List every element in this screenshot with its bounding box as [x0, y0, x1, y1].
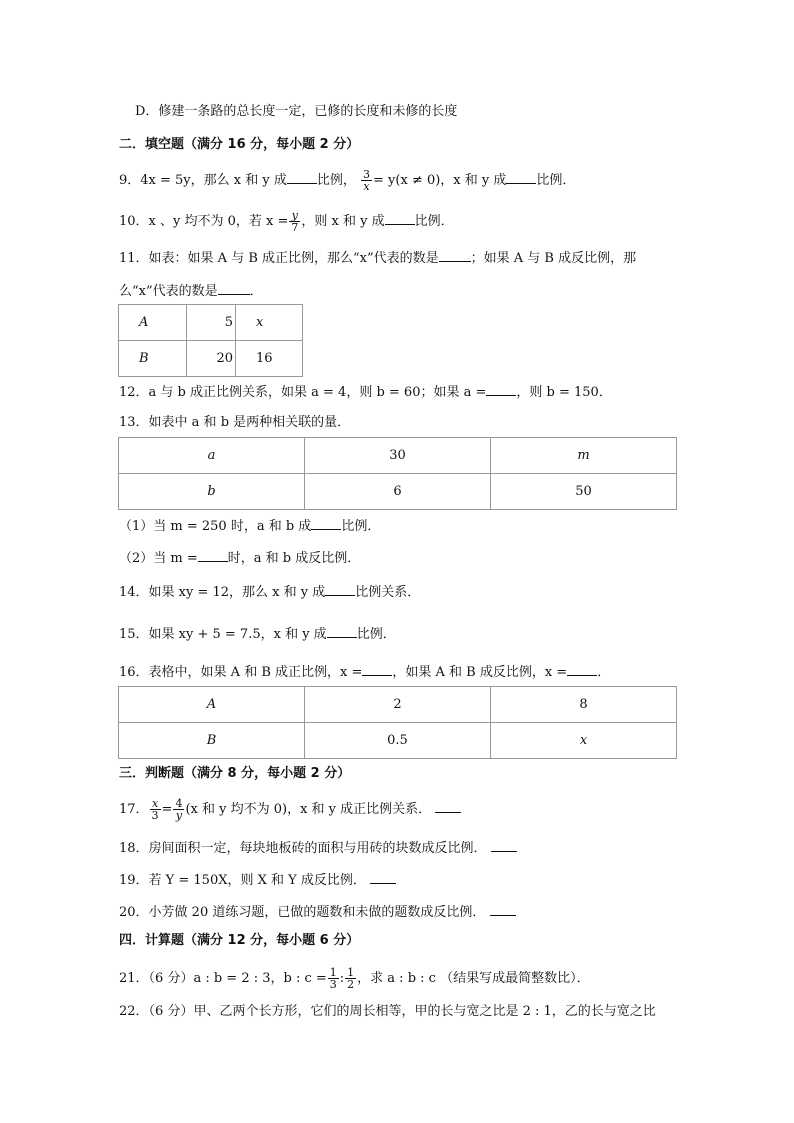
- table-row: [119, 305, 303, 341]
- section-judgement: 三．判断题（满分 8 分，每小题 2 分）: [119, 766, 351, 781]
- question-18: 18．房间面积一定，每块地板砖的面积与用砖的块数成反比例．: [119, 838, 517, 858]
- question-9: 9．4x = 5y，那么 x 和 y 成 比例， $\frac{3}{x}$ = y(x ≠ 0)，x 和 y 成 比例．: [119, 168, 576, 193]
- question-13-part2: （2）当 m = 时，a 和 b 成反比例．: [119, 548, 360, 568]
- question-21: 21．（6 分）a : b = 2 : 3，b : c = $\frac{1}{3}$ : $\frac{1}{2}$ ，求 a : b : c （结果写成最简整数比）．: [119, 966, 590, 991]
- question-16: 16．表格中，如果 A 和 B 成正比例，x = ，如果 A 和 B 成反比例，x = ．: [119, 662, 610, 682]
- question-13-part1: （1）当 m = 250 时，a 和 b 成 比例．: [119, 516, 380, 536]
- question-20: 20．小芳做 20 道练习题，已做的题数和未做的题数成反比例．: [119, 902, 516, 922]
- table-cell: m: [491, 438, 677, 474]
- table-cell: b: [119, 474, 305, 510]
- table-row: [119, 723, 677, 759]
- question-10: 10．x 、y 均不为 0，若 x = $\frac{y}{7}$ ，则 x 和 y 成 比例．: [119, 209, 454, 234]
- table-cell: A: [119, 687, 305, 723]
- question-13: 13．如表中 a 和 b 是两种相关联的量．: [119, 415, 351, 430]
- table-cell: 16: [236, 341, 303, 377]
- table-cell: x: [236, 305, 303, 341]
- table-cell: 6: [305, 474, 491, 510]
- table-cell: a: [119, 438, 305, 474]
- question-14: 14．如果 xy = 12，那么 x 和 y 成 比例关系．: [119, 582, 420, 602]
- table-q16: [118, 686, 677, 759]
- section-calculation: 四．计算题（满分 12 分，每小题 6 分）: [119, 933, 360, 948]
- table-cell: A: [119, 305, 187, 341]
- table-cell: B: [119, 723, 305, 759]
- table-cell: 0.5: [305, 723, 491, 759]
- section-fill-in: 二．填空题（满分 16 分，每小题 2 分）: [119, 137, 360, 152]
- question-22: 22．（6 分）甲、乙两个长方形，它们的周长相等，甲的长与宽之比是 2 : 1，乙的长与宽之比: [119, 1004, 656, 1019]
- option-d: D．修建一条路的总长度一定，已修的长度和未修的长度: [135, 104, 458, 119]
- table-cell: x: [491, 723, 677, 759]
- table-cell: B: [119, 341, 187, 377]
- question-19: 19．若 Y = 150X，则 X 和 Y 成反比例．: [119, 870, 396, 890]
- question-11-line2: 么“x”代表的数是 ．: [119, 281, 263, 301]
- table-row: [119, 438, 677, 474]
- table-row: [119, 687, 677, 723]
- question-11-line1: 11．如表：如果 A 与 B 成正比例，那么“x”代表的数是 ；如果 A 与 B 成反比例，那: [119, 248, 636, 268]
- table-row: [119, 341, 303, 377]
- table-cell: 5: [187, 305, 236, 341]
- table-q13: [118, 437, 677, 510]
- table-cell: 20: [187, 341, 236, 377]
- table-row: [119, 474, 677, 510]
- table-cell: 8: [491, 687, 677, 723]
- table-cell: 2: [305, 687, 491, 723]
- question-15: 15．如果 xy + 5 = 7.5，x 和 y 成 比例．: [119, 624, 396, 644]
- table-cell: 30: [305, 438, 491, 474]
- table-q11: [118, 304, 303, 377]
- question-17: 17． $\frac{x}{3}$ = $\frac{4}{y}$ (x 和 y 均不为 0)，x 和 y 成正比例关系．: [119, 798, 461, 821]
- table-cell: 50: [491, 474, 677, 510]
- question-12: 12．a 与 b 成正比例关系，如果 a = 4，则 b = 60；如果 a = ，则 b = 150．: [119, 382, 612, 402]
